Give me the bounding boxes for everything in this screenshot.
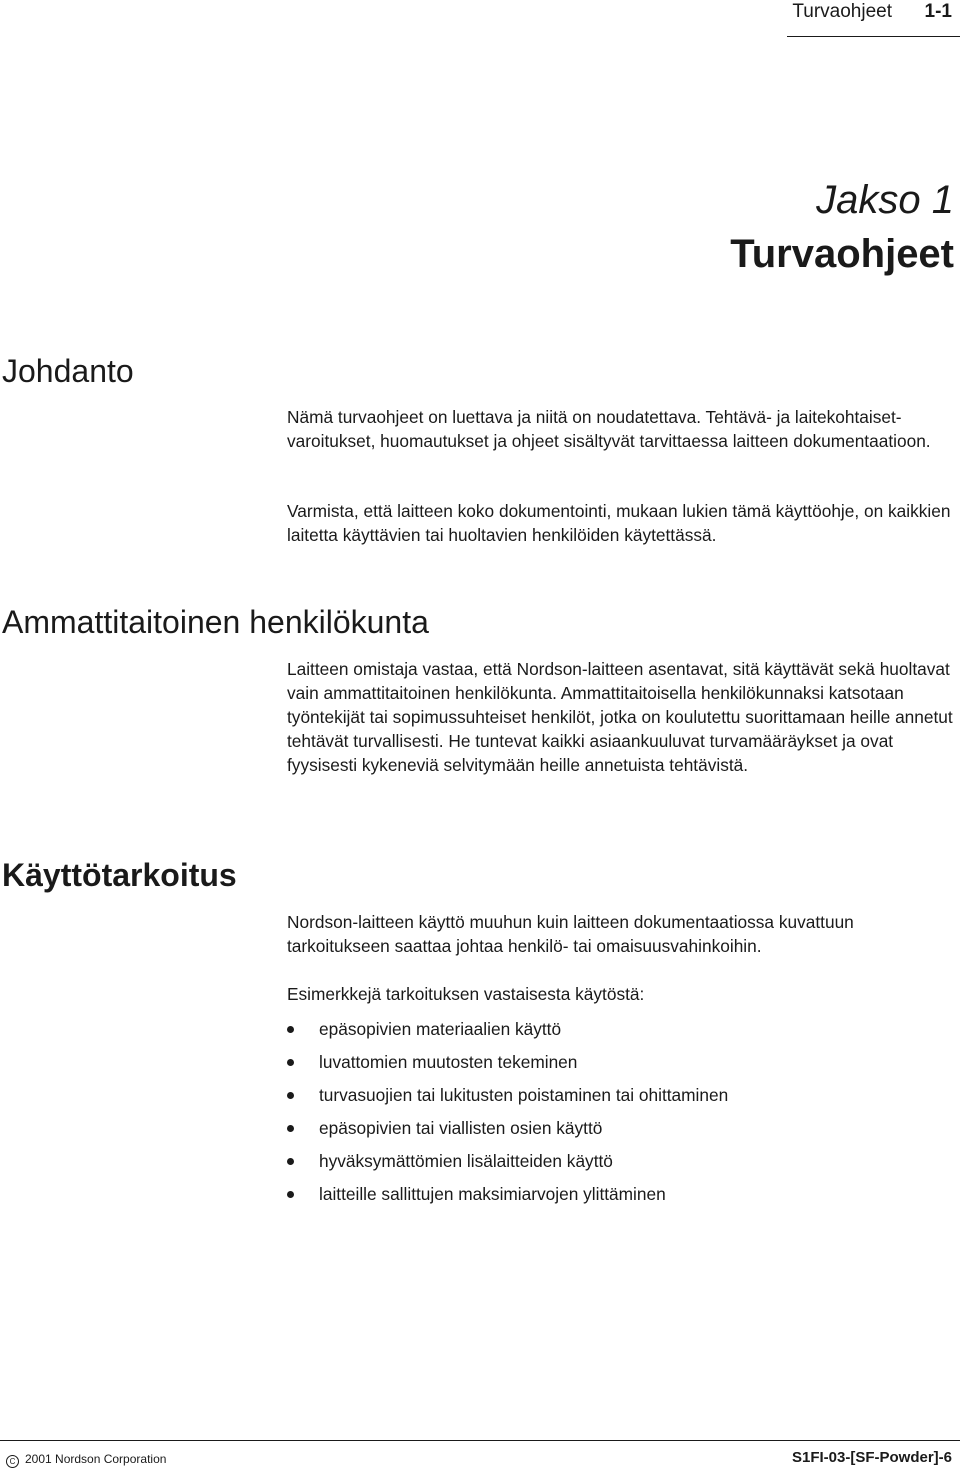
bullet-icon	[287, 1059, 294, 1066]
document-code: S1FI-03-[SF-Powder]-6	[791, 1449, 952, 1466]
copyright-text: 2001 Nordson Corporation	[25, 1452, 167, 1466]
list-item	[287, 1050, 728, 1074]
list-item-text: epäsopivien materiaalien käyttö	[319, 1019, 562, 1039]
list-item-text: hyväksymättömien lisälaitteiden käyttö	[319, 1151, 613, 1171]
examples-intro: Esimerkkejä tarkoituksen vastaisesta käytöstä:	[287, 984, 645, 1004]
section-heading-intended-use: Käyttötarkoitus	[2, 857, 237, 893]
section-heading-introduction: Johdanto	[2, 353, 134, 389]
misuse-examples-list	[287, 1017, 728, 1215]
copyright-icon: C	[6, 1455, 19, 1468]
list-item	[287, 1017, 728, 1041]
running-header-title: Turvaohjeet	[792, 1, 892, 22]
footer-divider	[0, 1440, 960, 1441]
list-item	[287, 1083, 728, 1107]
bullet-icon	[287, 1092, 294, 1099]
header-divider	[787, 36, 960, 37]
list-item	[287, 1149, 728, 1173]
intended-use-paragraph: Nordson-laitteen käyttö muuhun kuin laitteen dokumentaatiossa kuvattuun tarkoitukseen saattaa johtaa henkilö- tai omaisuusvahinkoihin.	[287, 912, 854, 956]
list-item-text: turvasuojien tai lukitusten poistaminen tai ohittaminen	[319, 1085, 729, 1105]
list-item	[287, 1116, 728, 1140]
intro-paragraph-2: Varmista, että laitteen koko dokumentointi, mukaan lukien tämä käyttöohje, on kaikkien laitetta käyttävien tai huoltavien henkilöiden käytettässä.	[287, 501, 951, 545]
list-item-text: laitteille sallittujen maksimiarvojen ylittäminen	[319, 1184, 666, 1204]
list-item-text: epäsopivien tai viallisten osien käyttö	[319, 1118, 603, 1138]
bullet-icon	[287, 1026, 294, 1033]
chapter-label: Jakso 1	[816, 178, 954, 222]
intro-paragraph-1: Nämä turvaohjeet on luettava ja niitä on noudatettava. Tehtävä- ja laitekohtaiset- varoitukset, huomautukset ja ohjeet sisältyvät tarvittaessa laitteen dokumentaatioon.	[287, 407, 931, 451]
qualified-personnel-paragraph: Laitteen omistaja vastaa, että Nordson-laitteen asentavat, sitä käyttävät sekä huoltavat vain ammattitaitoinen henkilökunta. Ammattitaitoisella henkilökunnaksi katsotaan työntekijät tai sopimussuhteiset henkilöt, jotka on koulutettu suorittamaan heille annetut tehtävät turvallisesti. He tuntevat kaikki asiaankuuluvat turvamääräykset ja ovat fyysisesti kykeneviä selvitymään heille annetuista tehtävistä.	[287, 659, 953, 775]
list-item	[287, 1182, 728, 1206]
footer-copyright	[6, 1451, 166, 1468]
bullet-icon	[287, 1191, 294, 1198]
page-number: 1-1	[924, 1, 952, 22]
chapter-title: Turvaohjeet	[730, 232, 954, 276]
section-heading-qualified-personnel: Ammattitaitoinen henkilökunta	[2, 604, 429, 640]
bullet-icon	[287, 1125, 294, 1132]
list-item-text: luvattomien muutosten tekeminen	[319, 1052, 578, 1072]
bullet-icon	[287, 1158, 294, 1165]
